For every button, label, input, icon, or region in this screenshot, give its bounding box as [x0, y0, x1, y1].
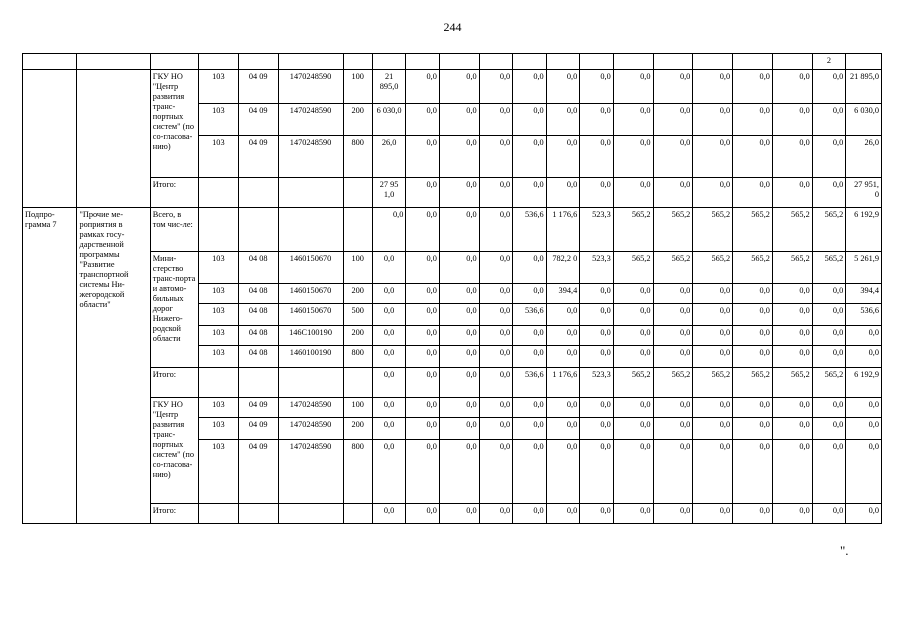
itogo-row: [23, 504, 882, 524]
value-cell: 0,0: [613, 284, 653, 304]
value-cell: 0,0: [653, 346, 693, 368]
value-cell: 0,0: [733, 346, 773, 368]
section-cell: 04 08: [238, 326, 278, 346]
value-cell: 0,0: [479, 304, 513, 326]
itogo-row: [23, 368, 882, 398]
value-cell: 0,0: [653, 304, 693, 326]
value-cell: 0,0: [372, 440, 406, 504]
value-cell: 0,0: [546, 346, 580, 368]
org-cell: Мини-стерство транс-порта и автомо-бильных дорог Нижего-родской области: [150, 252, 198, 368]
value-cell: 0,0: [613, 104, 653, 136]
header-number-row: [23, 54, 882, 70]
value-cell: 0,0: [439, 252, 479, 284]
value-cell: 0,0: [546, 304, 580, 326]
value-cell: 0,0: [580, 398, 614, 418]
value-cell: 0,0: [812, 504, 846, 524]
value-cell: 0,0: [653, 504, 693, 524]
vr-cell: 200: [343, 104, 372, 136]
value-cell: 0,0: [546, 440, 580, 504]
value-cell: 0,0: [733, 418, 773, 440]
value-cell: 0,0: [513, 284, 547, 304]
value-cell: 0,0: [772, 326, 812, 346]
csr-cell: 1470248590: [278, 440, 343, 504]
empty-cell: [198, 504, 238, 524]
value-cell: 0,0: [653, 136, 693, 178]
itogo-label: Итого:: [150, 504, 198, 524]
empty-cell: [343, 178, 372, 208]
vr-cell: 800: [343, 136, 372, 178]
value-cell: 26,0: [372, 136, 406, 178]
value-cell: 0,0: [372, 208, 406, 252]
budget-table: [22, 53, 882, 524]
value-cell: 0,0: [372, 368, 406, 398]
value-cell: 0,0: [772, 304, 812, 326]
value-cell: 0,0: [733, 504, 773, 524]
value-cell: 27 95 1,0: [372, 178, 406, 208]
value-cell: 0,0: [733, 70, 773, 104]
value-cell: 0,0: [693, 440, 733, 504]
value-cell: 0,0: [439, 208, 479, 252]
value-cell: 0,0: [372, 346, 406, 368]
value-cell: 0,0: [580, 284, 614, 304]
value-cell: 0,0: [406, 284, 440, 304]
value-cell: 536,6: [513, 208, 547, 252]
value-cell: 0,0: [406, 136, 440, 178]
value-cell: 0,0: [439, 136, 479, 178]
value-cell: 0,0: [479, 104, 513, 136]
value-cell: 0,0: [653, 104, 693, 136]
empty-cell: [343, 504, 372, 524]
value-cell: 0,0: [653, 70, 693, 104]
value-cell: 0,0: [479, 368, 513, 398]
value-cell: 0,0: [479, 208, 513, 252]
csr-cell: 1460100190: [278, 346, 343, 368]
value-cell: 394,4: [546, 284, 580, 304]
value-cell: 0,0: [846, 326, 882, 346]
vr-cell: 100: [343, 252, 372, 284]
value-cell: 0,0: [513, 418, 547, 440]
value-cell: 394,4: [846, 284, 882, 304]
value-cell: 0,0: [479, 418, 513, 440]
value-cell: 565,2: [733, 368, 773, 398]
vr-cell: 100: [343, 398, 372, 418]
value-cell: 0,0: [846, 346, 882, 368]
value-cell: 0,0: [812, 70, 846, 104]
value-cell: 21 895,0: [846, 70, 882, 104]
value-cell: 523,3: [580, 252, 614, 284]
vsego-label: Всего, в том чис-ле:: [150, 208, 198, 252]
grbs-cell: 103: [198, 284, 238, 304]
value-cell: 565,2: [812, 252, 846, 284]
value-cell: 0,0: [772, 178, 812, 208]
value-cell: 536,6: [846, 304, 882, 326]
grbs-cell: 103: [198, 326, 238, 346]
empty-cell: [198, 368, 238, 398]
grbs-cell: 103: [198, 252, 238, 284]
value-cell: 0,0: [546, 326, 580, 346]
value-cell: 565,2: [693, 208, 733, 252]
value-cell: 0,0: [653, 440, 693, 504]
value-cell: 0,0: [613, 178, 653, 208]
value-cell: 0,0: [513, 136, 547, 178]
value-cell: 0,0: [513, 326, 547, 346]
org-cell: ГКУ НО "Центр развития транс-портных систем" (по со-гласова-нию): [150, 398, 198, 504]
value-cell: 0,0: [546, 70, 580, 104]
value-cell: 0,0: [479, 252, 513, 284]
value-cell: 0,0: [406, 346, 440, 368]
empty-cell: [238, 504, 278, 524]
table-row: [23, 70, 882, 104]
header-number: 2: [812, 54, 846, 70]
value-cell: 0,0: [693, 284, 733, 304]
value-cell: 0,0: [372, 284, 406, 304]
value-cell: 0,0: [372, 252, 406, 284]
continuation-cell: [77, 70, 150, 208]
value-cell: 523,3: [580, 208, 614, 252]
value-cell: 1 176,6: [546, 208, 580, 252]
value-cell: 0,0: [406, 326, 440, 346]
value-cell: 523,3: [580, 368, 614, 398]
value-cell: 0,0: [613, 398, 653, 418]
value-cell: 0,0: [479, 326, 513, 346]
value-cell: 0,0: [439, 70, 479, 104]
value-cell: 565,2: [653, 368, 693, 398]
value-cell: 6 030,0: [846, 104, 882, 136]
empty-cell: [198, 178, 238, 208]
value-cell: 27 951, 0: [846, 178, 882, 208]
value-cell: 0,0: [439, 304, 479, 326]
value-cell: 0,0: [653, 418, 693, 440]
empty-cell: [278, 504, 343, 524]
vr-cell: 200: [343, 284, 372, 304]
itogo-row: [23, 178, 882, 208]
vsego-row: [23, 208, 882, 252]
value-cell: 0,0: [479, 178, 513, 208]
section-cell: 04 09: [238, 440, 278, 504]
value-cell: 0,0: [580, 418, 614, 440]
value-cell: 0,0: [653, 326, 693, 346]
value-cell: 0,0: [406, 304, 440, 326]
value-cell: 0,0: [406, 70, 440, 104]
value-cell: 0,0: [372, 504, 406, 524]
closing-mark: ".: [840, 543, 849, 558]
value-cell: 0,0: [812, 398, 846, 418]
empty-cell: [198, 208, 238, 252]
value-cell: 0,0: [846, 418, 882, 440]
value-cell: 0,0: [733, 326, 773, 346]
table-row: [23, 398, 882, 418]
value-cell: 0,0: [439, 178, 479, 208]
vr-cell: 100: [343, 70, 372, 104]
value-cell: 0,0: [772, 440, 812, 504]
value-cell: 6 192,9: [846, 208, 882, 252]
vr-cell: 200: [343, 326, 372, 346]
value-cell: 0,0: [846, 440, 882, 504]
value-cell: 0,0: [812, 326, 846, 346]
value-cell: 0,0: [439, 326, 479, 346]
value-cell: 0,0: [372, 398, 406, 418]
value-cell: 0,0: [812, 304, 846, 326]
value-cell: 0,0: [513, 178, 547, 208]
value-cell: 0,0: [439, 418, 479, 440]
grbs-cell: 103: [198, 304, 238, 326]
value-cell: 536,6: [513, 368, 547, 398]
value-cell: 565,2: [772, 368, 812, 398]
value-cell: 0,0: [406, 252, 440, 284]
value-cell: 6 192,9: [846, 368, 882, 398]
value-cell: 0,0: [693, 346, 733, 368]
value-cell: 0,0: [613, 346, 653, 368]
value-cell: 0,0: [812, 178, 846, 208]
value-cell: 0,0: [513, 504, 547, 524]
value-cell: 0,0: [513, 70, 547, 104]
value-cell: 0,0: [479, 504, 513, 524]
section-cell: 04 08: [238, 304, 278, 326]
csr-cell: 1460150670: [278, 304, 343, 326]
value-cell: 0,0: [846, 504, 882, 524]
page-number: 244: [443, 20, 462, 34]
value-cell: 0,0: [439, 368, 479, 398]
subprogram-label: Подпро-грамма 7: [23, 208, 77, 524]
empty-cell: [343, 208, 372, 252]
value-cell: 0,0: [546, 178, 580, 208]
value-cell: 565,2: [693, 252, 733, 284]
value-cell: 0,0: [479, 136, 513, 178]
value-cell: 0,0: [439, 440, 479, 504]
value-cell: 0,0: [653, 398, 693, 418]
value-cell: 565,2: [812, 368, 846, 398]
value-cell: 0,0: [653, 284, 693, 304]
value-cell: 0,0: [479, 346, 513, 368]
value-cell: 0,0: [580, 178, 614, 208]
value-cell: 0,0: [580, 440, 614, 504]
empty-cell: [278, 178, 343, 208]
org-cell: ГКУ НО "Центр развития транс-портных систем" (по со-гласова-нию): [150, 70, 198, 178]
value-cell: 0,0: [733, 398, 773, 418]
value-cell: 565,2: [772, 208, 812, 252]
value-cell: 26,0: [846, 136, 882, 178]
section-cell: 04 09: [238, 398, 278, 418]
section-cell: 04 09: [238, 70, 278, 104]
empty-cell: [238, 178, 278, 208]
value-cell: 565,2: [653, 252, 693, 284]
value-cell: 0,0: [812, 440, 846, 504]
value-cell: 565,2: [653, 208, 693, 252]
value-cell: 565,2: [693, 368, 733, 398]
value-cell: 0,0: [693, 104, 733, 136]
section-cell: 04 08: [238, 252, 278, 284]
csr-cell: 1470248590: [278, 398, 343, 418]
value-cell: 0,0: [613, 418, 653, 440]
vr-cell: 800: [343, 440, 372, 504]
value-cell: 0,0: [693, 326, 733, 346]
value-cell: 0,0: [546, 504, 580, 524]
value-cell: 0,0: [733, 440, 773, 504]
csr-cell: 1470248590: [278, 136, 343, 178]
continuation-cell: [23, 70, 77, 208]
value-cell: 0,0: [693, 178, 733, 208]
value-cell: 565,2: [733, 208, 773, 252]
value-cell: 565,2: [812, 208, 846, 252]
csr-cell: 1470248590: [278, 418, 343, 440]
section-cell: 04 09: [238, 418, 278, 440]
value-cell: 0,0: [546, 104, 580, 136]
vr-cell: 200: [343, 418, 372, 440]
value-cell: 0,0: [513, 104, 547, 136]
grbs-cell: 103: [198, 440, 238, 504]
value-cell: 0,0: [693, 304, 733, 326]
value-cell: 0,0: [580, 326, 614, 346]
grbs-cell: 103: [198, 398, 238, 418]
section-cell: 04 08: [238, 284, 278, 304]
value-cell: 0,0: [693, 504, 733, 524]
value-cell: 0,0: [693, 136, 733, 178]
value-cell: 782,2 0: [546, 252, 580, 284]
value-cell: 0,0: [772, 398, 812, 418]
itogo-label: Итого:: [150, 178, 198, 208]
value-cell: 0,0: [613, 440, 653, 504]
table-row: [23, 252, 882, 284]
value-cell: 0,0: [613, 136, 653, 178]
section-cell: 04 09: [238, 104, 278, 136]
value-cell: 0,0: [406, 418, 440, 440]
empty-cell: [238, 368, 278, 398]
value-cell: 0,0: [613, 504, 653, 524]
value-cell: 0,0: [580, 346, 614, 368]
value-cell: 21 895,0: [372, 70, 406, 104]
value-cell: 0,0: [580, 104, 614, 136]
value-cell: 0,0: [513, 346, 547, 368]
value-cell: 0,0: [812, 346, 846, 368]
vr-cell: 500: [343, 304, 372, 326]
value-cell: 0,0: [613, 304, 653, 326]
value-cell: 0,0: [580, 70, 614, 104]
value-cell: 0,0: [733, 178, 773, 208]
value-cell: 565,2: [772, 252, 812, 284]
value-cell: 0,0: [733, 304, 773, 326]
value-cell: 565,2: [613, 208, 653, 252]
value-cell: 0,0: [439, 398, 479, 418]
grbs-cell: 103: [198, 136, 238, 178]
section-cell: 04 08: [238, 346, 278, 368]
value-cell: 0,0: [479, 284, 513, 304]
value-cell: 1 176,6: [546, 368, 580, 398]
value-cell: 565,2: [733, 252, 773, 284]
value-cell: 0,0: [513, 398, 547, 418]
empty-cell: [278, 368, 343, 398]
value-cell: 0,0: [546, 398, 580, 418]
value-cell: 0,0: [846, 398, 882, 418]
value-cell: 565,2: [613, 252, 653, 284]
empty-cell: [343, 368, 372, 398]
value-cell: 0,0: [772, 104, 812, 136]
value-cell: 0,0: [372, 418, 406, 440]
value-cell: 0,0: [613, 70, 653, 104]
grbs-cell: 103: [198, 70, 238, 104]
empty-cell: [278, 208, 343, 252]
value-cell: 0,0: [406, 178, 440, 208]
value-cell: 0,0: [812, 284, 846, 304]
value-cell: 0,0: [406, 440, 440, 504]
csr-cell: 1460150670: [278, 284, 343, 304]
value-cell: 0,0: [772, 346, 812, 368]
csr-cell: 1470248590: [278, 104, 343, 136]
value-cell: 0,0: [812, 104, 846, 136]
value-cell: 536,6: [513, 304, 547, 326]
table-body: [23, 54, 882, 524]
value-cell: 0,0: [772, 70, 812, 104]
empty-cell: [238, 208, 278, 252]
value-cell: 0,0: [406, 368, 440, 398]
value-cell: 0,0: [613, 326, 653, 346]
value-cell: 0,0: [406, 398, 440, 418]
value-cell: 0,0: [513, 440, 547, 504]
value-cell: 0,0: [693, 398, 733, 418]
value-cell: 0,0: [733, 284, 773, 304]
value-cell: 0,0: [513, 252, 547, 284]
value-cell: 0,0: [406, 104, 440, 136]
value-cell: 6 030,0: [372, 104, 406, 136]
value-cell: 0,0: [580, 304, 614, 326]
section-cell: 04 09: [238, 136, 278, 178]
csr-cell: 146C100190: [278, 326, 343, 346]
value-cell: 0,0: [372, 304, 406, 326]
grbs-cell: 103: [198, 418, 238, 440]
csr-cell: 1470248590: [278, 70, 343, 104]
value-cell: 0,0: [479, 398, 513, 418]
value-cell: 0,0: [772, 284, 812, 304]
value-cell: 0,0: [439, 504, 479, 524]
value-cell: 0,0: [439, 104, 479, 136]
value-cell: 0,0: [580, 136, 614, 178]
value-cell: 0,0: [733, 136, 773, 178]
value-cell: 0,0: [439, 284, 479, 304]
value-cell: 0,0: [406, 208, 440, 252]
subprogram-name: "Прочие ме-роприятия в рамках госу-дарственной программы "Развитие транспортной системы Ни-жегородской области": [77, 208, 150, 524]
value-cell: 0,0: [406, 504, 440, 524]
value-cell: 0,0: [546, 418, 580, 440]
value-cell: 0,0: [439, 346, 479, 368]
value-cell: 0,0: [812, 418, 846, 440]
value-cell: 0,0: [772, 504, 812, 524]
grbs-cell: 103: [198, 346, 238, 368]
value-cell: 565,2: [613, 368, 653, 398]
csr-cell: 1460150670: [278, 252, 343, 284]
grbs-cell: 103: [198, 104, 238, 136]
value-cell: 0,0: [580, 504, 614, 524]
value-cell: 0,0: [772, 136, 812, 178]
vr-cell: 800: [343, 346, 372, 368]
value-cell: 0,0: [772, 418, 812, 440]
value-cell: 0,0: [372, 326, 406, 346]
value-cell: 0,0: [479, 70, 513, 104]
value-cell: 0,0: [693, 418, 733, 440]
value-cell: 5 261,9: [846, 252, 882, 284]
itogo-label: Итого:: [150, 368, 198, 398]
value-cell: 0,0: [812, 136, 846, 178]
value-cell: 0,0: [653, 178, 693, 208]
value-cell: 0,0: [546, 136, 580, 178]
value-cell: 0,0: [479, 440, 513, 504]
value-cell: 0,0: [733, 104, 773, 136]
value-cell: 0,0: [693, 70, 733, 104]
